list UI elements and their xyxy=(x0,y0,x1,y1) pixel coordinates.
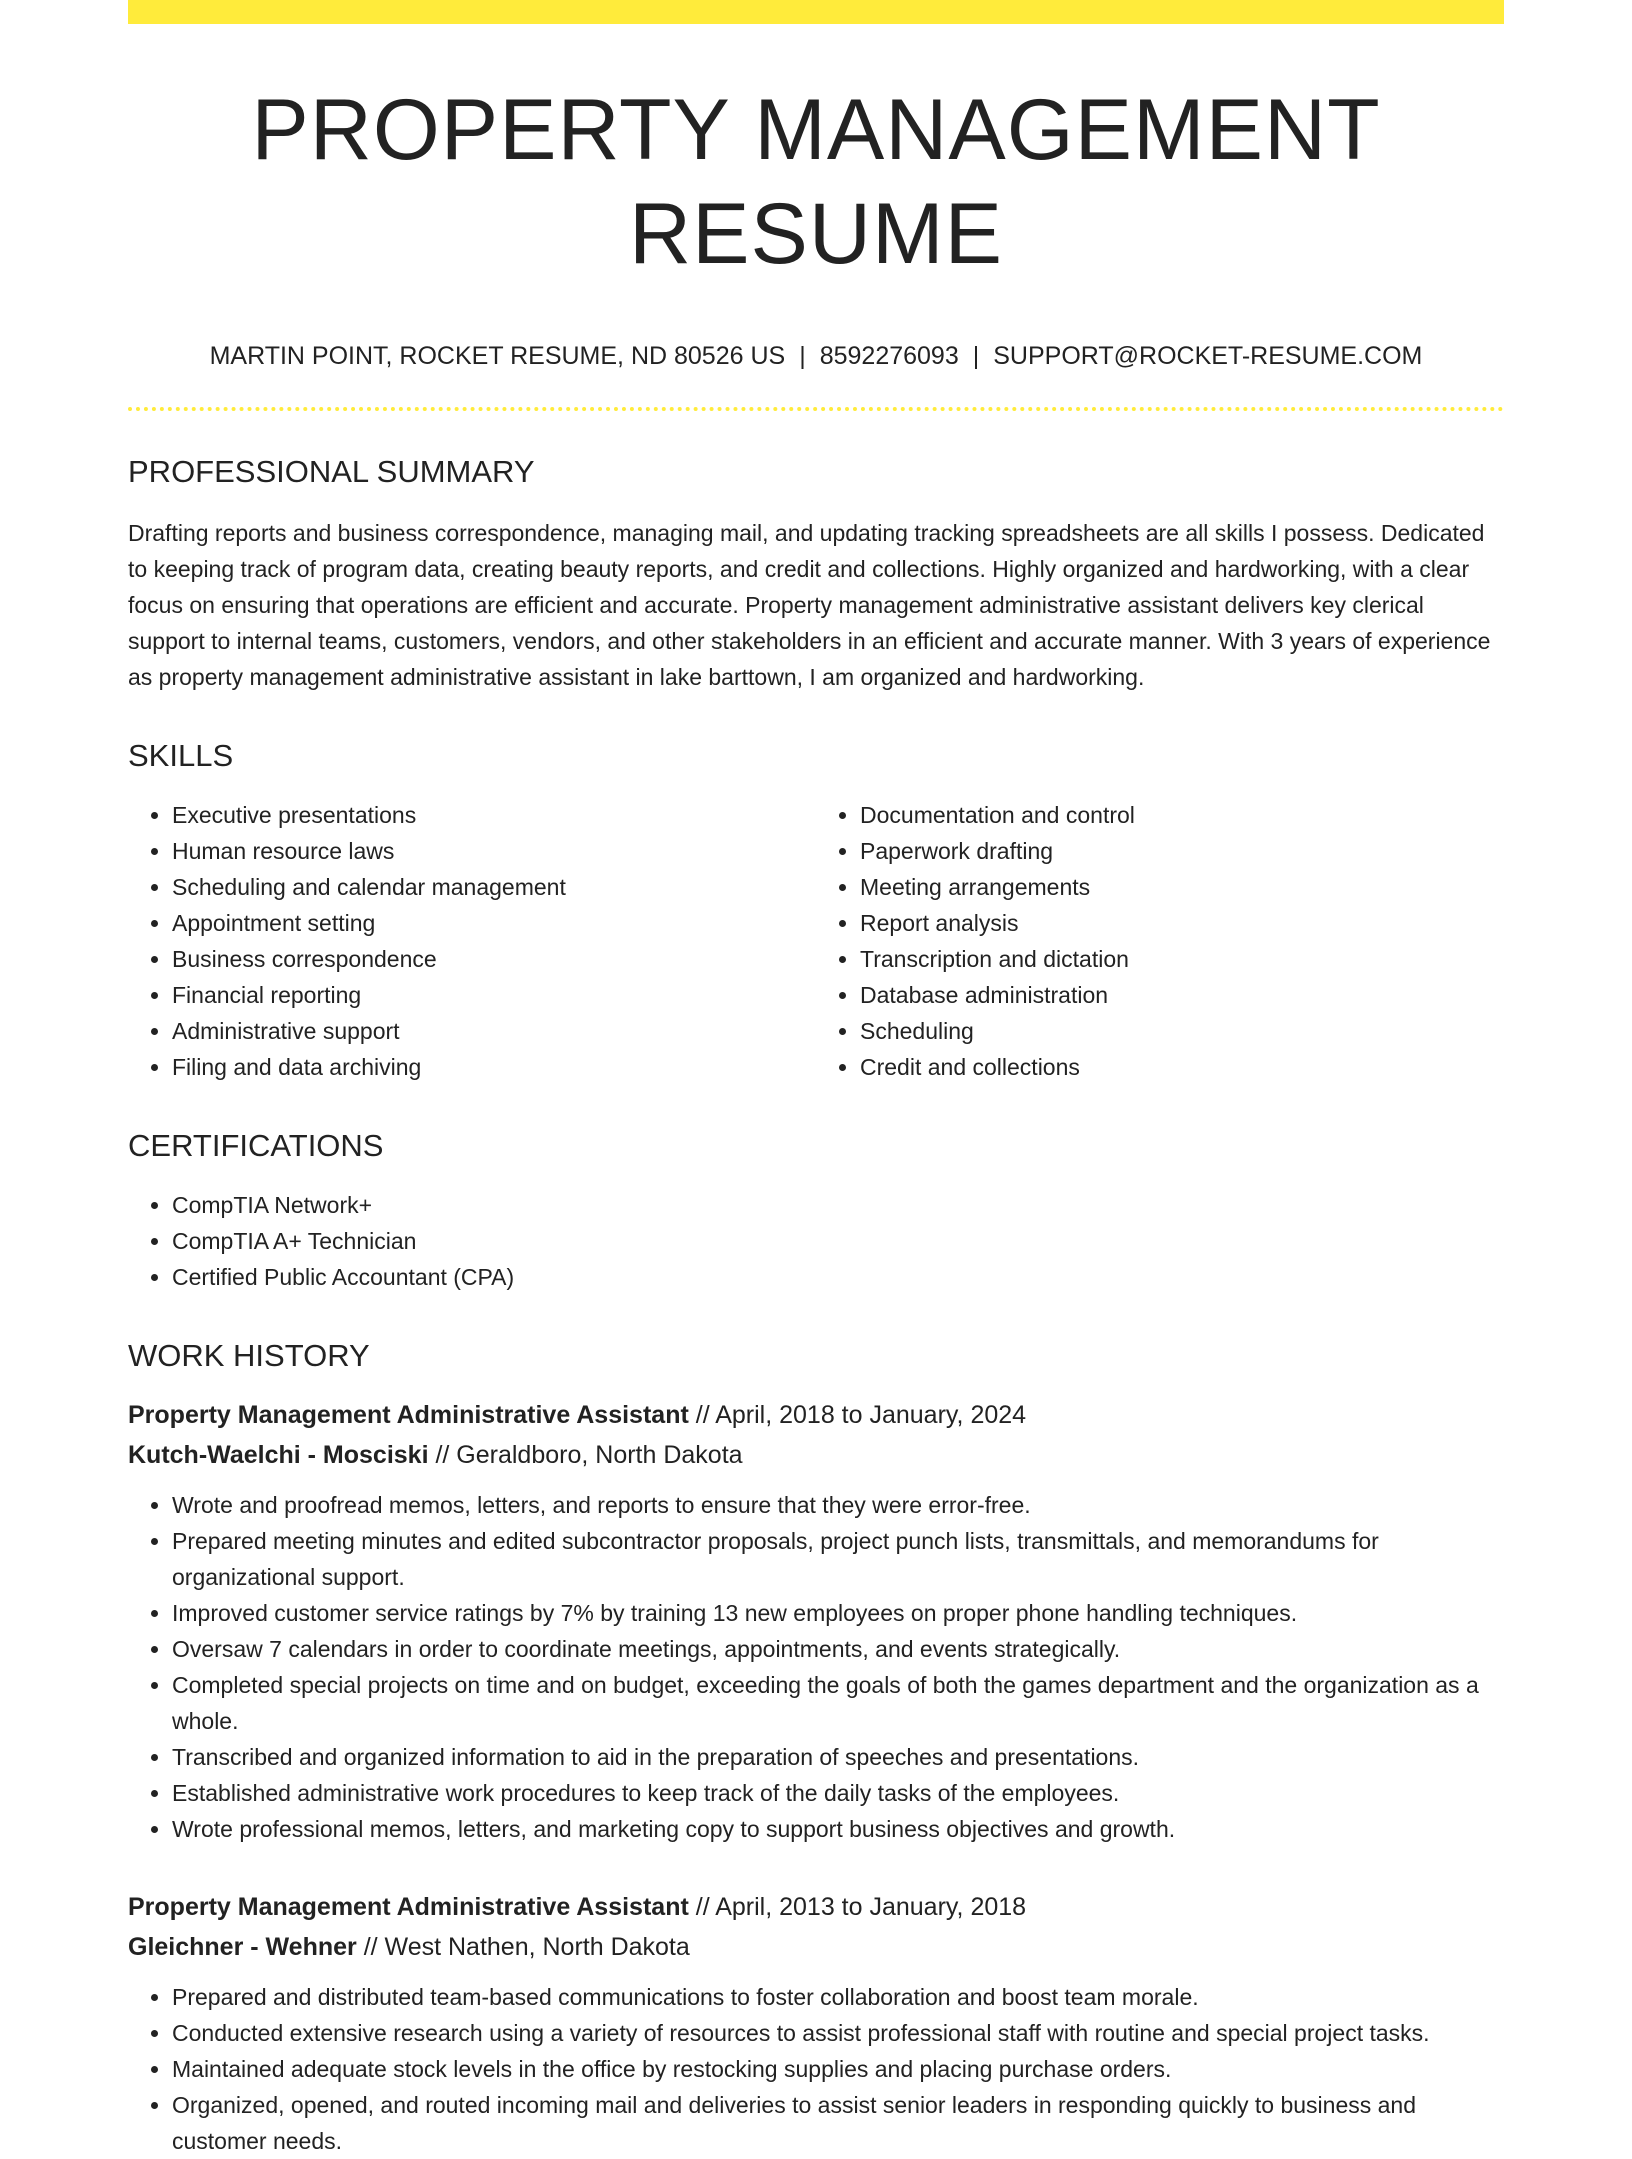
job-bullet: • Completed special projects on time and on budget, exceeding the goals of both the games department and the organization as a whole. xyxy=(172,1667,1504,1739)
job-bullet: • Maintained adequate stock levels in the office by restocking supplies and placing purchase orders. xyxy=(172,2051,1504,2087)
certifications-list xyxy=(128,1187,1504,1295)
certification-item: • CompTIA A+ Technician xyxy=(172,1223,1504,1259)
skill-item: • Meeting arrangements xyxy=(860,869,1504,905)
skill-item: • Report analysis xyxy=(860,905,1504,941)
job-bullet: • Wrote professional memos, letters, and marketing copy to support business objectives and growth. xyxy=(172,1811,1504,1847)
skill-item: • Scheduling and calendar management xyxy=(172,869,816,905)
summary-heading: PROFESSIONAL SUMMARY xyxy=(128,454,535,489)
job-bullet: • Established administrative work procedures to keep track of the daily tasks of the employees. xyxy=(172,1775,1504,1811)
skill-item: • Executive presentations xyxy=(172,797,816,833)
job-company: Kutch-Waelchi - Mosciski xyxy=(128,1441,429,1469)
skill-item: • Financial reporting xyxy=(172,977,816,1013)
job-title: Property Management Administrative Assistant xyxy=(128,1401,689,1429)
contact-address: MARTIN POINT, ROCKET RESUME, ND 80526 US xyxy=(209,342,786,370)
job-location: // West Nathen, North Dakota xyxy=(356,1933,690,1961)
job-bullet: • Improved customer service ratings by 7% by training 13 new employees on proper phone handling techniques. xyxy=(172,1595,1504,1631)
job-bullets xyxy=(128,1487,1504,1847)
job-entry xyxy=(128,1887,1504,2159)
job-bullet: • Prepared meeting minutes and edited subcontractor proposals, project punch lists, transmittals, and memorandums for organizational support. xyxy=(172,1523,1504,1595)
job-bullet: • Transcribed and organized information to aid in the preparation of speeches and presentations. xyxy=(172,1739,1504,1775)
job-title: Property Management Administrative Assistant xyxy=(128,1893,689,1921)
summary-text: Drafting reports and business correspondence, managing mail, and updating tracking spreadsheets are all skills I possess. Dedicated to keeping track of program data, creating beauty reports, and credit and collections. Highly organized and hardworking, with a clear focus on ensuring that operations are efficient and accurate. Property management administrative assistant delivers key clerical support to internal teams, customers, vendors, and other stakeholders in an efficient and accurate manner. With 3 years of experience as property management administrative assistant in lake barttown, I am organized and hardworking. xyxy=(128,520,1491,690)
job-bullet: • Oversaw 7 calendars in order to coordinate meetings, appointments, and events strategically. xyxy=(172,1631,1504,1667)
skills-list-left xyxy=(128,797,816,1085)
skills-list-right xyxy=(816,797,1504,1085)
job-location: // Geraldboro, North Dakota xyxy=(428,1441,743,1469)
job-dates: // April, 2013 to January, 2018 xyxy=(688,1893,1027,1921)
job-bullets xyxy=(128,1979,1504,2159)
job-bullet: • Prepared and distributed team-based communications to foster collaboration and boost team morale. xyxy=(172,1979,1504,2015)
skill-item: • Scheduling xyxy=(860,1013,1504,1049)
certification-item: • CompTIA Network+ xyxy=(172,1187,1504,1223)
skill-item: • Paperwork drafting xyxy=(860,833,1504,869)
contact-separator: | xyxy=(799,342,806,370)
resume-title: PROPERTY MANAGEMENT RESUME xyxy=(251,82,1381,282)
job-bullet: • Organized, opened, and routed incoming mail and deliveries to assist senior leaders in responding quickly to business and customer needs. xyxy=(172,2087,1504,2159)
job-dates: // April, 2018 to January, 2024 xyxy=(688,1401,1027,1429)
divider xyxy=(128,407,1504,411)
job-title-line xyxy=(128,1887,1504,1927)
job-title-line xyxy=(128,1395,1504,1435)
skills-grid xyxy=(128,775,1504,1085)
skill-item: • Credit and collections xyxy=(860,1049,1504,1085)
job-bullet: • Wrote and proofread memos, letters, and reports to ensure that they were error-free. xyxy=(172,1487,1504,1523)
job-entry xyxy=(128,1395,1504,1847)
skill-item: • Business correspondence xyxy=(172,941,816,977)
skill-item: • Administrative support xyxy=(172,1013,816,1049)
work-history-heading: WORK HISTORY xyxy=(128,1338,370,1373)
skill-item: • Filing and data archiving xyxy=(172,1049,816,1085)
skills-heading: SKILLS xyxy=(128,738,234,773)
certifications-heading: CERTIFICATIONS xyxy=(128,1128,384,1163)
skill-item: • Human resource laws xyxy=(172,833,816,869)
skill-item: • Database administration xyxy=(860,977,1504,1013)
contact-separator: | xyxy=(972,342,980,370)
job-company: Gleichner - Wehner xyxy=(128,1933,357,1961)
contact-line xyxy=(128,342,1504,371)
certification-item: • Certified Public Accountant (CPA) xyxy=(172,1259,1504,1295)
job-company-line xyxy=(128,1927,1504,1967)
skill-item: • Transcription and dictation xyxy=(860,941,1504,977)
job-bullet: • Conducted extensive research using a variety of resources to assist professional staff with routine and special project tasks. xyxy=(172,2015,1504,2051)
contact-phone: 8592276093 xyxy=(819,342,959,370)
skill-item: • Appointment setting xyxy=(172,905,816,941)
job-company-line xyxy=(128,1435,1504,1475)
contact-email: SUPPORT@ROCKET-RESUME.COM xyxy=(993,342,1423,370)
resume-content xyxy=(128,0,1504,2159)
skill-item: • Documentation and control xyxy=(860,797,1504,833)
